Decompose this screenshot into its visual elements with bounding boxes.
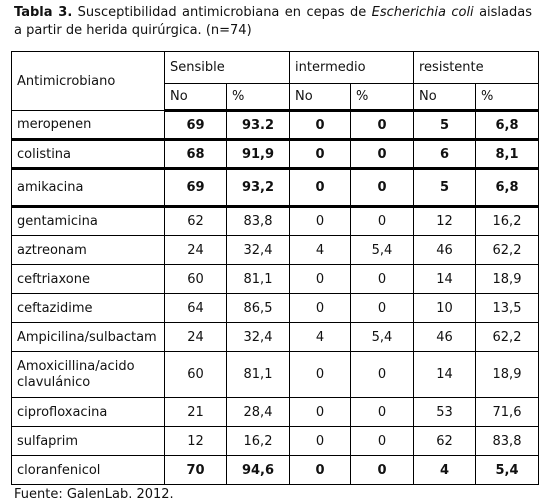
table-row [12, 111, 539, 140]
header-intermedio-no: No [290, 84, 351, 111]
cell-value: 14 [414, 352, 476, 398]
cell-value: 0 [290, 140, 351, 169]
antimicrobial-name: gentamicina [12, 207, 165, 236]
caption-text-1: Susceptibilidad antimicrobiana en cepas de [72, 5, 372, 20]
cell-value: 5 [414, 169, 476, 207]
cell-value: 62,2 [476, 323, 539, 352]
cell-value: 69 [165, 111, 227, 140]
cell-value: 4 [414, 456, 476, 485]
antimicrobial-name: Amoxicillina/acido clavulánico [12, 352, 165, 398]
cell-value: 46 [414, 236, 476, 265]
cell-value: 28,4 [227, 398, 290, 427]
cell-value: 53 [414, 398, 476, 427]
cell-value: 24 [165, 236, 227, 265]
cell-value: 60 [165, 352, 227, 398]
table-source: Fuente: GalenLab. 2012. [14, 487, 174, 502]
antimicrobial-name: ciprofloxacina [12, 398, 165, 427]
cell-value: 32,4 [227, 323, 290, 352]
cell-value: 0 [290, 294, 351, 323]
cell-value: 0 [351, 140, 414, 169]
header-antimicrobial: Antimicrobiano [12, 52, 165, 111]
cell-value: 60 [165, 265, 227, 294]
cell-value: 12 [165, 427, 227, 456]
table-row [12, 352, 539, 398]
cell-value: 18,9 [476, 265, 539, 294]
header-resistente: resistente [414, 52, 539, 84]
table-row [12, 323, 539, 352]
cell-value: 32,4 [227, 236, 290, 265]
cell-value: 0 [290, 265, 351, 294]
cell-value: 64 [165, 294, 227, 323]
table-row [12, 398, 539, 427]
table-row [12, 456, 539, 485]
cell-value: 5,4 [476, 456, 539, 485]
table-row [12, 236, 539, 265]
cell-value: 62,2 [476, 236, 539, 265]
organism-name: Escherichia coli [371, 5, 474, 20]
cell-value: 10 [414, 294, 476, 323]
cell-value: 0 [351, 456, 414, 485]
cell-value: 5,4 [351, 236, 414, 265]
cell-value: 0 [351, 111, 414, 140]
cell-value: 0 [351, 207, 414, 236]
table-label: Tabla 3. [14, 5, 73, 20]
table-row [12, 169, 539, 207]
antimicrobial-name: cloranfenicol [12, 456, 165, 485]
cell-value: 0 [290, 111, 351, 140]
table-row [12, 265, 539, 294]
cell-value: 0 [351, 352, 414, 398]
antimicrobial-name: aztreonam [12, 236, 165, 265]
cell-value: 0 [290, 427, 351, 456]
cell-value: 69 [165, 169, 227, 207]
cell-value: 0 [290, 398, 351, 427]
cell-value: 0 [290, 207, 351, 236]
cell-value: 62 [414, 427, 476, 456]
cell-value: 6,8 [476, 111, 539, 140]
cell-value: 21 [165, 398, 227, 427]
table-row [12, 294, 539, 323]
antimicrobial-name: Ampicilina/sulbactam [12, 323, 165, 352]
cell-value: 6 [414, 140, 476, 169]
cell-value: 0 [351, 398, 414, 427]
cell-value: 5 [414, 111, 476, 140]
antimicrobial-name: ceftazidime [12, 294, 165, 323]
cell-value: 81,1 [227, 265, 290, 294]
header-sensible-pct: % [227, 84, 290, 111]
cell-value: 6,8 [476, 169, 539, 207]
cell-value: 0 [351, 294, 414, 323]
cell-value: 71,6 [476, 398, 539, 427]
cell-value: 4 [290, 236, 351, 265]
antimicrobial-name: ceftriaxone [12, 265, 165, 294]
caption-text-2: aisladas a partir de herida quirúrgica. (n=74) [14, 5, 532, 38]
header-intermedio-pct: % [351, 84, 414, 111]
cell-value: 18,9 [476, 352, 539, 398]
table-caption [14, 4, 532, 40]
cell-value: 24 [165, 323, 227, 352]
cell-value: 13,5 [476, 294, 539, 323]
header-resistente-pct: % [476, 84, 539, 111]
cell-value: 0 [290, 352, 351, 398]
cell-value: 83,8 [227, 207, 290, 236]
cell-value: 81,1 [227, 352, 290, 398]
cell-value: 83,8 [476, 427, 539, 456]
cell-value: 5,4 [351, 323, 414, 352]
cell-value: 86,5 [227, 294, 290, 323]
cell-value: 93.2 [227, 111, 290, 140]
antimicrobial-name: colistina [12, 140, 165, 169]
cell-value: 0 [290, 456, 351, 485]
table-row [12, 427, 539, 456]
header-sensible: Sensible [165, 52, 290, 84]
cell-value: 91,9 [227, 140, 290, 169]
susceptibility-table [11, 51, 539, 485]
cell-value: 16,2 [227, 427, 290, 456]
antimicrobial-name: amikacina [12, 169, 165, 207]
header-sensible-no: No [165, 84, 227, 111]
cell-value: 94,6 [227, 456, 290, 485]
cell-value: 93,2 [227, 169, 290, 207]
table-row [12, 140, 539, 169]
cell-value: 0 [351, 427, 414, 456]
cell-value: 16,2 [476, 207, 539, 236]
header-resistente-no: No [414, 84, 476, 111]
cell-value: 12 [414, 207, 476, 236]
cell-value: 68 [165, 140, 227, 169]
cell-value: 14 [414, 265, 476, 294]
cell-value: 70 [165, 456, 227, 485]
cell-value: 46 [414, 323, 476, 352]
cell-value: 4 [290, 323, 351, 352]
cell-value: 0 [351, 169, 414, 207]
cell-value: 0 [290, 169, 351, 207]
table-row [12, 207, 539, 236]
cell-value: 62 [165, 207, 227, 236]
antimicrobial-name: sulfaprim [12, 427, 165, 456]
header-intermedio: intermedio [290, 52, 414, 84]
cell-value: 8,1 [476, 140, 539, 169]
cell-value: 0 [351, 265, 414, 294]
antimicrobial-name: meropenen [12, 111, 165, 140]
